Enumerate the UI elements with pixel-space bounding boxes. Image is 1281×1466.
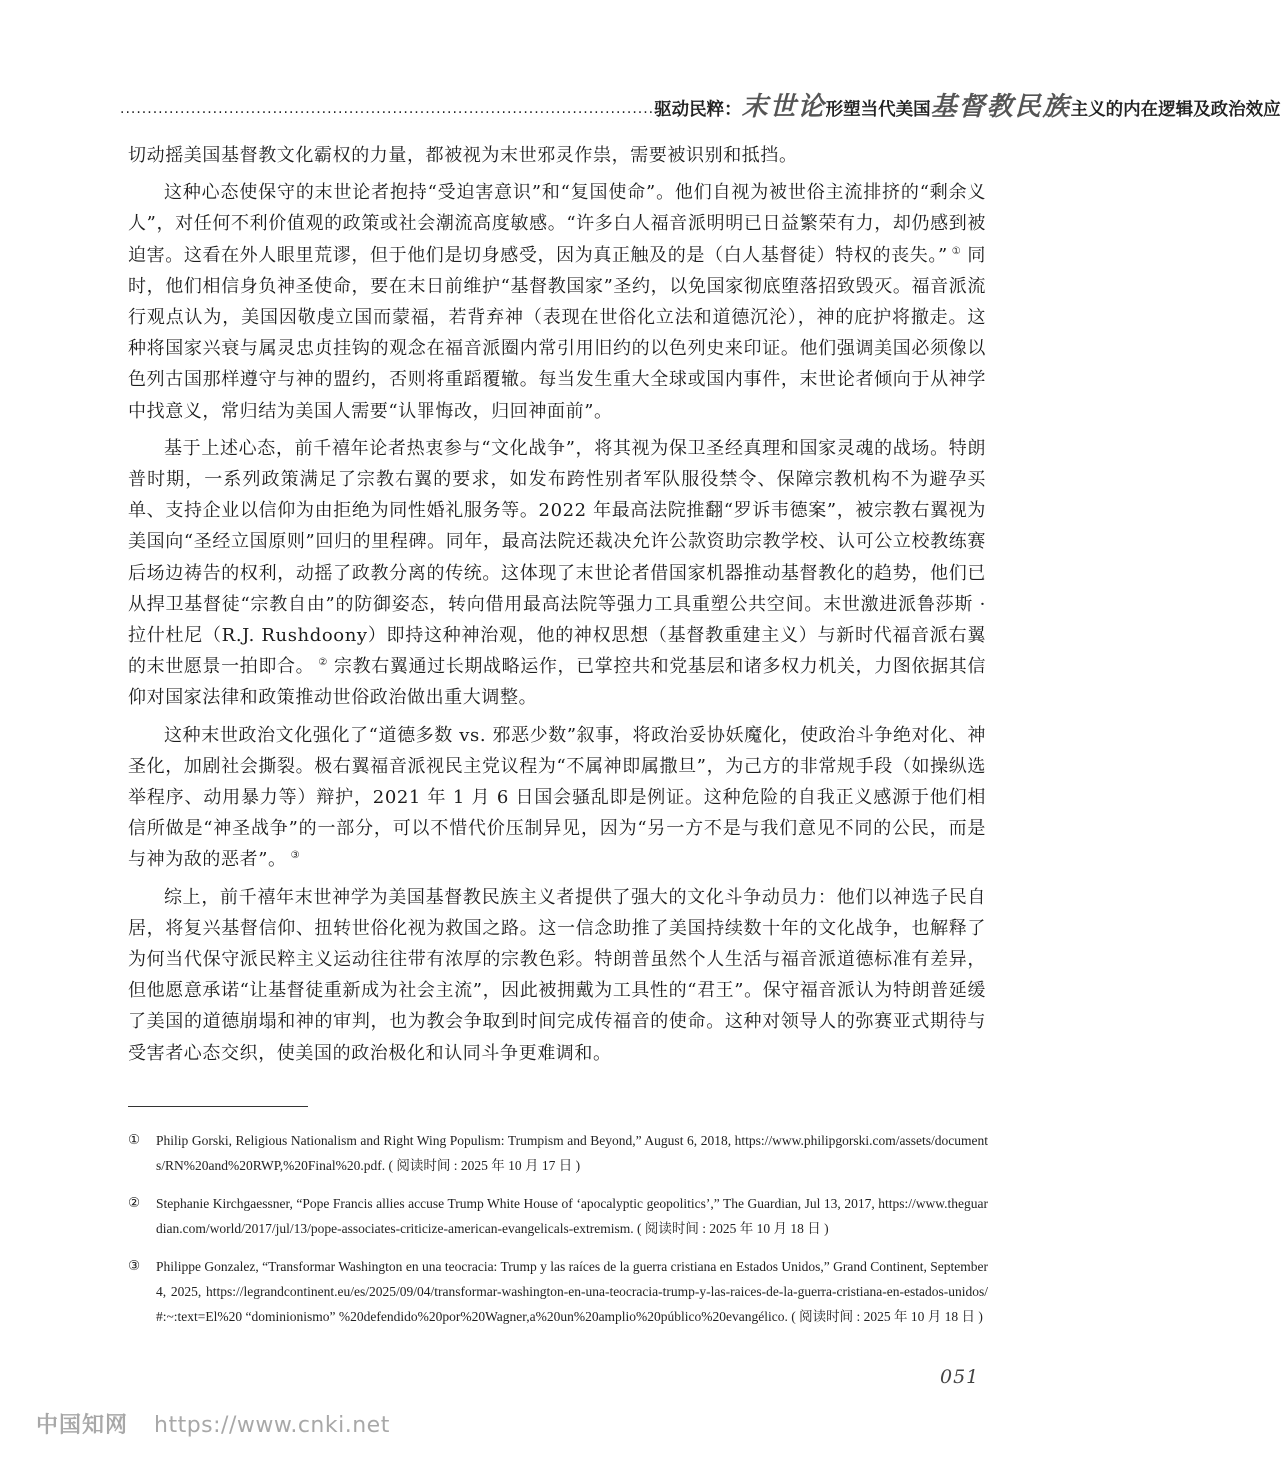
paragraph-4-part-a: 这种末世政治文化强化了“道德多数 vs. 邪恶少数”叙事，将政治妥协妖魔化，使政治斗争绝对化、神圣化，加剧社会撕裂。极右翼福音派视民主党议程为“不属神即属撒旦”，为己方的非常规手段（如操纵选举程序、动用暴力等）辩护，2021 年 1 月 6 日国会骚乱即是例证。这种危险的自我正义感源于他们相信所做是“神圣战争”的一部分，可以不惜代价压制异见，因为“另一方不是与我们意见不同的公民，而是与神为敌的恶者”。 bbox=[128, 724, 986, 871]
article-body bbox=[128, 140, 986, 1075]
footnote-2 bbox=[128, 1191, 988, 1241]
title-emphasis-2: 基督教民族 bbox=[930, 92, 1071, 122]
paragraph-2-part-b: 同时，他们相信身负神圣使命，要在末日前维护“基督教国家”圣约，以免国家彻底堕落招致毁灭。福音派流行观点认为，美国因敬虔立国而蒙福，若背弃神（表现在世俗化立法和道德沉沦），神的庇护将撤走。这种将国家兴衰与属灵忠贞挂钩的观念在福音派圈内常引用旧约的以色列史来印证。他们强调美国必须像以色列古国那样遵守与神的盟约，否则将重蹈覆辙。每当发生重大全球或国内事件，末世论者倾向于从神学中找意义，常归结为美国人需要“认罪悔改，归回神面前”。 bbox=[128, 244, 986, 422]
footnote-2-text[interactable]: Stephanie Kirchgaessner, “Pope Francis allies accuse Trump White House of ‘apocalyptic geopolitics’,” The Guardian, Jul 13, 2017, https://www.theguardian.com/world/2017/jul/13/pope-associates-criticize-american-evangelicals-extremism. ( 阅读时间 : 2025 年 10 月 18 日 ) bbox=[156, 1196, 988, 1236]
footnote-3-mark: ③ bbox=[128, 1258, 141, 1274]
running-title bbox=[654, 92, 1281, 122]
header-leader-dots: .................................................................................................. bbox=[120, 101, 655, 117]
paragraph-2-part-a: 这种心态使保守的末世论者抱持“受迫害意识”和“复国使命”。他们自视为被世俗主流排挤的“剩余义人”，对任何不利价值观的政策或社会潮流高度敏感。“许多白人福音派明明已日益繁荣有力，却仍感到被迫害。这看在外人眼里荒谬，但于他们是切身感受，因为真正触及的是（白人基督徒）特权的丧失。” bbox=[128, 182, 986, 266]
cnki-watermark bbox=[36, 1408, 390, 1439]
paragraph-5: 综上，前千禧年末世神学为美国基督教民族主义者提供了强大的文化斗争动员力：他们以神选子民自居，将复兴基督信仰、扭转世俗化视为救国之路。这一信念助推了美国持续数十年的文化战争，也解释了为何当代保守派民粹主义运动往往带有浓厚的宗教色彩。特朗普虽然个人生活与福音派道德标准有差异，但他愿意承诺“让基督徒重新成为社会主流”，因此被拥戴为工具性的“君王”。保守福音派认为特朗普延缓了美国的道德崩塌和神的审判，也为教会争取到时间完成传福音的使命。这种对领导人的弥赛亚式期待与受害者心态交织，使美国的政治极化和认同斗争更难调和。 bbox=[128, 886, 986, 1064]
footnote-ref-1[interactable]: ① bbox=[951, 245, 962, 257]
cnki-url[interactable]: https://www.cnki.net bbox=[154, 1413, 390, 1438]
title-suffix: 主义的内在逻辑及政治效应 bbox=[1070, 100, 1281, 120]
footnote-1-text[interactable]: Philip Gorski, Religious Nationalism and Right Wing Populism: Trumpism and Beyond,” August 6, 2018, https://www.philipgorski.com/assets/documents/RN%20and%20RWP,%20Final%20.pdf. ( 阅读时间 : 2025 年 10 月 17 日 ) bbox=[156, 1133, 988, 1173]
footnote-ref-3[interactable]: ③ bbox=[290, 850, 301, 862]
running-header bbox=[120, 82, 1281, 122]
cnki-logo: 中国知网 bbox=[36, 1413, 129, 1438]
title-prefix: 驱动民粹： bbox=[654, 100, 742, 120]
footnotes bbox=[128, 1128, 988, 1342]
paragraph-2 bbox=[128, 177, 986, 427]
title-middle: 形塑当代美国 bbox=[825, 100, 931, 120]
footnote-1-mark: ① bbox=[128, 1132, 141, 1148]
paragraph-1: 切动摇美国基督教文化霸权的力量，都被视为末世邪灵作祟，需要被识别和抵挡。 bbox=[128, 145, 798, 166]
footnote-3 bbox=[128, 1254, 988, 1329]
paragraph-4 bbox=[128, 720, 986, 876]
footnote-2-mark: ② bbox=[128, 1195, 141, 1211]
footnote-divider bbox=[128, 1106, 308, 1107]
footnote-1 bbox=[128, 1128, 988, 1178]
footnote-3-text[interactable]: Philippe Gonzalez, “Transformar Washington en una teocracia: Trump y las raíces de la guerra cristiana en Estados Unidos,” Grand Continent, September 4, 2025, https://legrandcontinent.eu/es/2025/09/04/transformar-washington-en-una-teocracia-trump-y-las-raices-de-la-guerra-cristiana-en-estados-unidos/#:~:text=El%20 “dominionismo” %20defendido%20por%20Wagner,a%20un%20amplio%20público%20evangélico. ( 阅读时间 : 2025 年 10 月 18 日 ) bbox=[156, 1259, 988, 1324]
page-number: 051 bbox=[940, 1366, 980, 1388]
footnote-ref-2[interactable]: ② bbox=[318, 657, 328, 669]
paragraph-3-part-a: 基于上述心态，前千禧年论者热衷参与“文化战争”，将其视为保卫圣经真理和国家灵魂的战场。特朗普时期，一系列政策满足了宗教右翼的要求，如发布跨性别者军队服役禁令、保障宗教机构不为避孕买单、支持企业以信仰为由拒绝为同性婚礼服务等。2022 年最高法院推翻“罗诉韦德案”，被宗教右翼视为美国向“圣经立国原则”回归的里程碑。同年，最高法院还裁决允许公款资助宗教学校、认可公立校教练赛后场边祷告的权利，动摇了政教分离的传统。这体现了末世论者借国家机器推动基督教化的趋势，他们已从捍卫基督徒“宗教自由”的防御姿态，转向借用最高法院等强力工具重塑公共空间。末世激进派鲁莎斯 · 拉什杜尼（R.J. Rushdoony）即持这种神治观，他的神权思想（基督教重建主义）与新时代福音派右翼的末世愿景一拍即合。 bbox=[128, 437, 986, 678]
paragraph-3 bbox=[128, 433, 986, 714]
title-emphasis-1: 末世论 bbox=[741, 92, 826, 122]
paragraph-3-part-b: 宗教右翼通过长期战略运作，已掌控共和党基层和诸多权力机关，力图依据其信仰对国家法律和政策推动世俗政治做出重大调整。 bbox=[128, 656, 987, 709]
